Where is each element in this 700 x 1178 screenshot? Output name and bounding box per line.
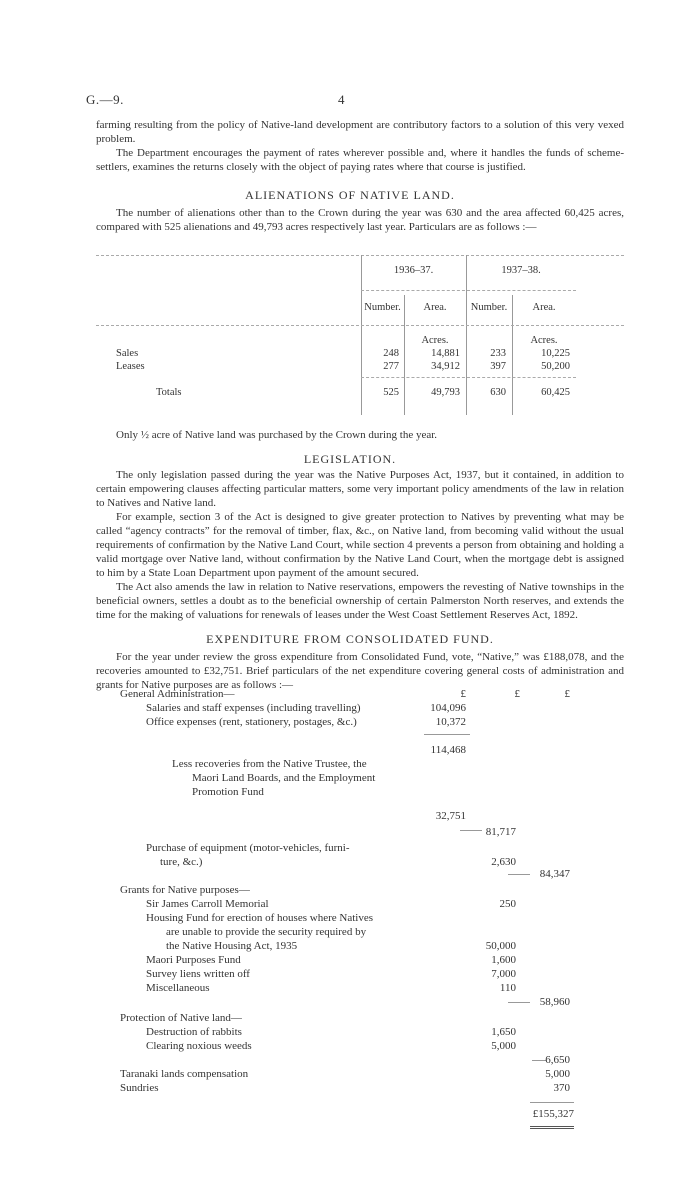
value-grand-total: £155,327 (532, 1108, 574, 1120)
heading-alienations: ALIENATIONS OF NATIVE LAND. (245, 188, 455, 202)
section-grants: Grants for Native purposes— (120, 884, 250, 896)
table-header-rule (96, 325, 624, 326)
value-equipment: 2,630 (491, 856, 516, 868)
paragraph-alienations: The number of alienations other than to the Crown during the year was 630 and the area affected 60,425 acres, compared with 525 alienations and 49,793 acres respectively last year. Particulars are as follows :— (96, 207, 624, 233)
currency-symbol: £ (564, 688, 570, 700)
item-housing-fund: Housing Fund for erection of houses where Natives (146, 912, 373, 924)
section-general-administration: General Administration— (120, 688, 235, 700)
value-administration-total: 84,347 (539, 868, 570, 880)
alienations-table (96, 255, 624, 415)
value-grants-total: 58,960 (539, 996, 570, 1008)
table-totals-rule (361, 377, 576, 378)
unit-acres: Acres. (421, 335, 449, 346)
paragraph-reservations: The Act also amends the law in relation to Native reservations, empowers the revesting of Native townships in the beneficial owners, settles a doubt as to the beneficial ownership of certain Palmerston North reserves, and extends the time for the making of valuations for renewals of leases under the West Coast Settlement Reserves Act, 1892. (96, 581, 624, 621)
item-purchase-equipment: Purchase of equipment (motor-vehicles, furni- (146, 842, 350, 854)
cell-number: 277 (383, 361, 399, 372)
totals-label: Totals (156, 387, 182, 398)
item-salaries: Salaries and staff expenses (including travelling) (146, 702, 361, 714)
cell-area: 49,793 (431, 387, 460, 398)
unit-acres: Acres. (530, 335, 558, 346)
value-miscellaneous: 110 (499, 982, 516, 994)
heading-legislation: LEGISLATION. (303, 452, 397, 466)
page-number: 4 (338, 92, 345, 107)
report-reference: G.—9. (86, 92, 124, 107)
cell-number: 525 (383, 387, 399, 398)
paragraph-section-3: For example, section 3 of the Act is designed to give greater protection to Natives by preventing what may be called “agency contracts” for the removal of timber, flax, &c., on Native land, from becoming valid without the usual requirements of confirmation by the Native Land Court, while section 4 prevents a person from obtaining and holding a valid mortgage over Native land, without confirmation by the Native Land Court, when the mortgage debt is assigned to him by a State Loan Department upon payment of the amount secured. (96, 511, 624, 579)
paragraph-rates: The Department encourages the payment of rates wherever possible and, where it handles the funds of scheme-settlers, examines the returns closely with the object of paying rates where that course is justified. (96, 147, 624, 173)
cell-area: 14,881 (431, 348, 460, 359)
header-year-1936: 1936–37. (393, 265, 434, 276)
item-destruction-rabbits: Destruction of rabbits (146, 1026, 242, 1038)
header-area: Area. (532, 302, 556, 313)
cell-number: 248 (383, 348, 399, 359)
paragraph-expenditure: For the year under review the gross expenditure from Consolidated Fund, vote, “Native,” was £188,078, and the recoveries amounted to £32,751. Brief particulars of the net expenditure covering general costs of administration and grants for Native purposes are as follows :— (96, 651, 624, 691)
value-salaries: 104,096 (430, 702, 466, 714)
value-subtotal: 114,468 (430, 744, 466, 756)
value-maori-purposes-fund: 1,600 (491, 954, 516, 966)
value-destruction-rabbits: 1,650 (491, 1026, 516, 1038)
currency-symbol: £ (514, 688, 520, 700)
item-less-recoveries-line3: Promotion Fund (192, 786, 264, 798)
item-office-expenses: Office expenses (rent, stationery, postages, &c.) (146, 716, 357, 728)
item-taranaki-compensation: Taranaki lands compensation (120, 1068, 249, 1080)
cell-number: 397 (490, 361, 506, 372)
value-protection-total: 6,650 (545, 1054, 570, 1066)
value-noxious-weeds: 5,000 (491, 1040, 516, 1052)
paragraph-legislation: The only legislation passed during the year was the Native Purposes Act, 1937, but it contained, in addition to certain empowering clauses affecting particular matters, some very important policy amendments of the law in relation to Natives and Native land. (96, 469, 624, 509)
sum-rule (530, 1102, 574, 1103)
paragraph-farming: farming resulting from the policy of Native-land development are contributory factors to a solution of this very vexed problem. (96, 119, 624, 145)
item-purchase-equipment-line2: ture, &c.) (160, 856, 203, 868)
cell-area: 10,225 (541, 348, 570, 359)
item-carroll-memorial: Sir James Carroll Memorial (146, 898, 269, 910)
item-maori-purposes-fund: Maori Purposes Fund (146, 954, 241, 966)
header-area: Area. (423, 302, 447, 313)
cell-area: 34,912 (431, 361, 460, 372)
value-carroll-memorial: 250 (499, 898, 516, 910)
row-label: Leases (116, 361, 145, 372)
heading-expenditure: EXPENDITURE FROM CONSOLIDATED FUND. (206, 632, 494, 646)
total-double-rule (530, 1126, 574, 1129)
value-office-expenses: 10,372 (435, 716, 466, 728)
currency-symbol: £ (460, 688, 466, 700)
table-top-rule (96, 255, 624, 256)
value-sundries: 370 (553, 1082, 570, 1094)
item-housing-fund-line2: are unable to provide the security required by (166, 926, 367, 938)
value-recoveries: 32,751 (435, 810, 466, 822)
row-label: Sales (116, 348, 139, 359)
value-taranaki-compensation: 5,000 (545, 1068, 570, 1080)
header-year-1937: 1937–38. (501, 265, 541, 276)
value-housing-fund: 50,000 (485, 940, 516, 952)
section-protection: Protection of Native land— (120, 1012, 242, 1024)
header-number: Number. (470, 302, 508, 313)
cell-area: 50,200 (541, 361, 570, 372)
item-noxious-weeds: Clearing noxious weeds (146, 1040, 252, 1052)
sum-rule (424, 734, 470, 735)
item-miscellaneous: Miscellaneous (146, 982, 210, 994)
cell-area: 60,425 (541, 387, 570, 398)
item-less-recoveries: Less recoveries from the Native Trustee, the (172, 758, 367, 770)
item-less-recoveries-line2: Maori Land Boards, and the Employment (192, 772, 376, 784)
cell-number: 233 (490, 348, 506, 359)
item-survey-liens: Survey liens written off (146, 968, 250, 980)
table-year-rule (361, 290, 576, 291)
item-sundries: Sundries (120, 1082, 159, 1094)
header-number: Number. (364, 302, 401, 313)
item-housing-fund-line3: the Native Housing Act, 1935 (166, 940, 298, 952)
value-survey-liens: 7,000 (491, 968, 516, 980)
cell-number: 630 (490, 387, 506, 398)
value-net-administration: 81,717 (485, 826, 516, 838)
paragraph-crown-purchase: Only ½ acre of Native land was purchased by the Crown during the year. (116, 429, 438, 441)
